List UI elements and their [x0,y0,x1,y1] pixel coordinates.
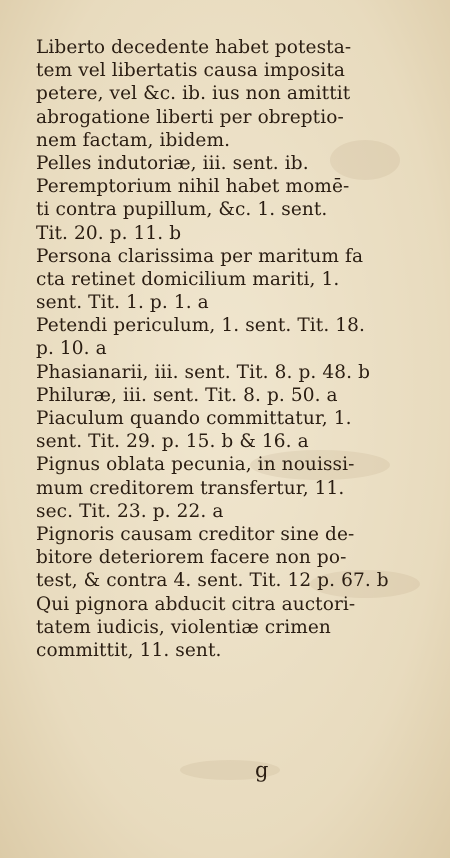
text-line: abrogatione liberti per obreptio- [36,106,344,128]
text-line: tem vel libertatis causa imposita [36,60,345,82]
signature-mark: g [255,758,269,782]
text-line: nem factam, ibidem. [36,129,231,151]
text-line: Persona clarissima per maritum fa [36,245,364,267]
text-line: Philuræ, iii. sent. Tit. 8. p. 50. a [36,384,338,406]
text-line: sent. Tit. 1. p. 1. a [36,292,209,314]
text-line: Pelles indutoriæ, iii. sent. ib. [36,152,309,174]
text-line: tatem iudicis, violentiæ crimen [36,616,331,638]
text-line: bitore deteriorem facere non po- [36,547,347,569]
text-line: Liberto decedente habet potesta- [36,37,352,58]
text-line: sent. Tit. 29. p. 15. b & 16. a [36,431,309,453]
text-line: mum creditorem transfertur, 11. [36,477,345,499]
text-line: Tit. 20. p. 11. b [36,222,182,244]
text-line: Pignoris causam creditor sine de- [36,523,355,545]
text-line: Pignus oblata pecunia, in nouissi- [36,454,355,476]
text-line: p. 10. a [36,338,107,360]
text-line: Qui pignora abducit citra auctori- [36,593,356,615]
text-line: Peremptorium nihil habet momē- [36,176,350,198]
text-line: sec. Tit. 23. p. 22. a [36,500,224,522]
text-line: test, & contra 4. sent. Tit. 12 p. 67. b [36,570,389,592]
text-line: petere, vel &c. ib. ius non amittit [36,83,351,105]
text-line: Petendi periculum, 1. sent. Tit. 18. [36,315,366,337]
text-line: cta retinet domicilium mariti, 1. [36,268,340,290]
text-line: Piaculum quando committatur, 1. [36,408,352,429]
text-line: committit, 11. sent. [36,639,222,661]
text-line: ti contra pupillum, &c. 1. sent. [36,199,328,221]
index-entries [36,36,416,662]
text-line: Phasianarii, iii. sent. Tit. 8. p. 48. b [36,361,371,383]
